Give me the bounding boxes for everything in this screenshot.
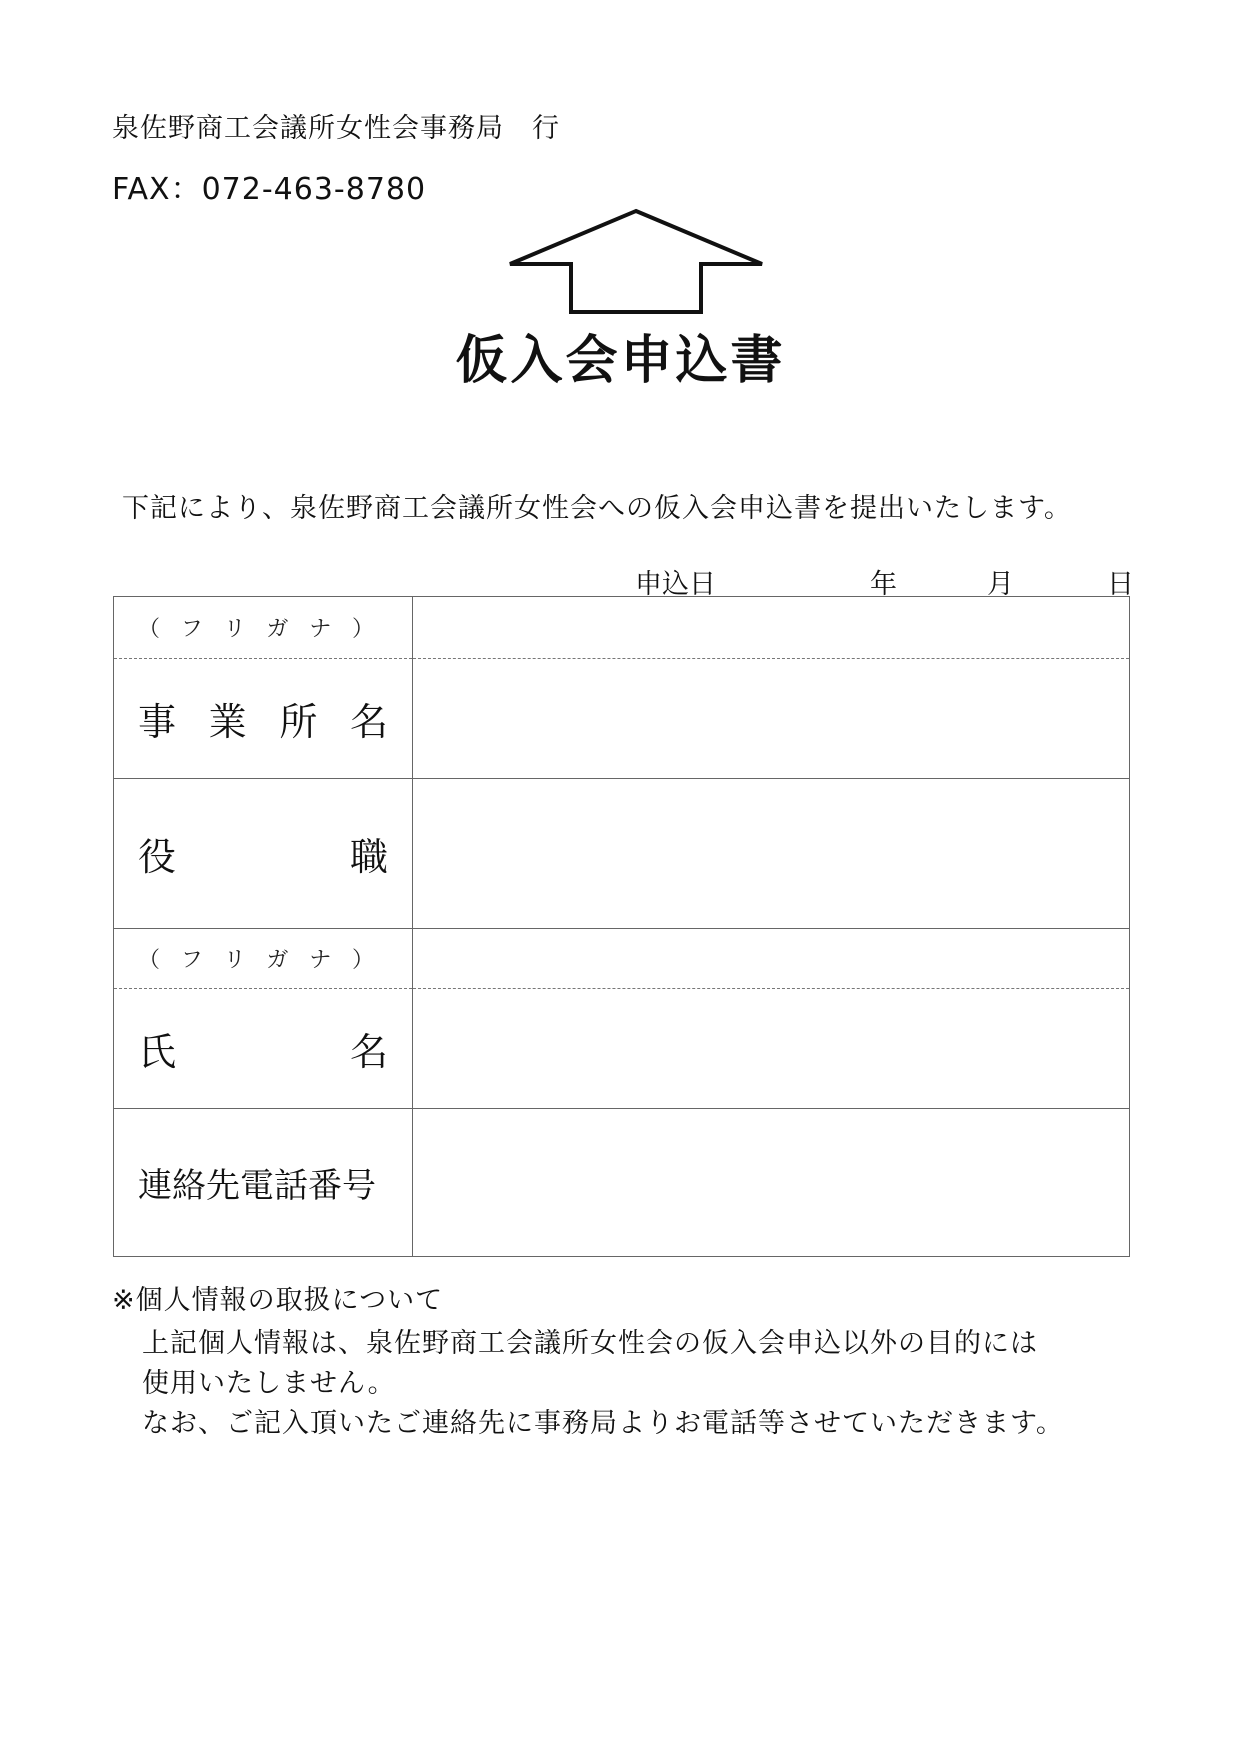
privacy-line: 使用いたしません。 <box>142 1368 396 1399</box>
form-label-company-name <box>114 659 413 779</box>
application-form <box>113 596 1130 1257</box>
privacy-line: なお、ご記入頂いたご連絡先に事務局よりお電話等させていただきます。 <box>142 1408 1064 1439</box>
form-label-phone: 連絡先電話番号 <box>114 1109 413 1257</box>
form-row-name <box>114 989 1130 1109</box>
intro-text: 下記により、泉佐野商工会議所女性会への仮入会申込書を提出いたします。 <box>122 493 1072 524</box>
addressee-line: 泉佐野商工会議所女性会事務局 行 <box>112 113 560 144</box>
form-label-furigana-2 <box>114 929 413 989</box>
form-row-name-furigana <box>114 929 1130 989</box>
form-row-company-furigana <box>114 597 1130 659</box>
application-date-row <box>0 562 1241 600</box>
form-label-name <box>114 989 413 1109</box>
name-field[interactable] <box>413 989 1130 1109</box>
label-text-company-name: 事 業 所 名 <box>138 700 388 744</box>
application-date-label: 申込日 <box>635 569 716 600</box>
privacy-heading: ※個人情報の取扱について <box>112 1285 444 1316</box>
form-row-company-name <box>114 659 1130 779</box>
up-arrow-icon <box>505 207 767 317</box>
name-furigana-field[interactable] <box>413 929 1130 989</box>
date-day-label: 日 <box>1107 569 1134 600</box>
form-row-phone <box>114 1109 1130 1257</box>
company-name-field[interactable] <box>413 659 1130 779</box>
label-text-furigana: （ フ リ ガ ナ ） <box>138 617 388 642</box>
company-furigana-field[interactable] <box>413 597 1130 659</box>
form-label-position <box>114 779 413 929</box>
page-title: 仮入会申込書 <box>455 331 786 391</box>
form-label-furigana <box>114 597 413 659</box>
date-month-label: 月 <box>987 569 1014 600</box>
label-text-furigana-2: （ フ リ ガ ナ ） <box>138 948 388 973</box>
date-year-label: 年 <box>870 569 897 600</box>
fax-number: FAX：072-463-8780 <box>112 172 427 207</box>
privacy-notice <box>142 1324 1064 1444</box>
privacy-line: 上記個人情報は、泉佐野商工会議所女性会の仮入会申込以外の目的には <box>142 1328 1038 1359</box>
form-row-position <box>114 779 1130 929</box>
phone-field[interactable] <box>413 1109 1130 1257</box>
label-text-name: 氏 名 <box>138 1030 388 1074</box>
position-field[interactable] <box>413 779 1130 929</box>
label-text-position: 役 職 <box>138 835 388 879</box>
